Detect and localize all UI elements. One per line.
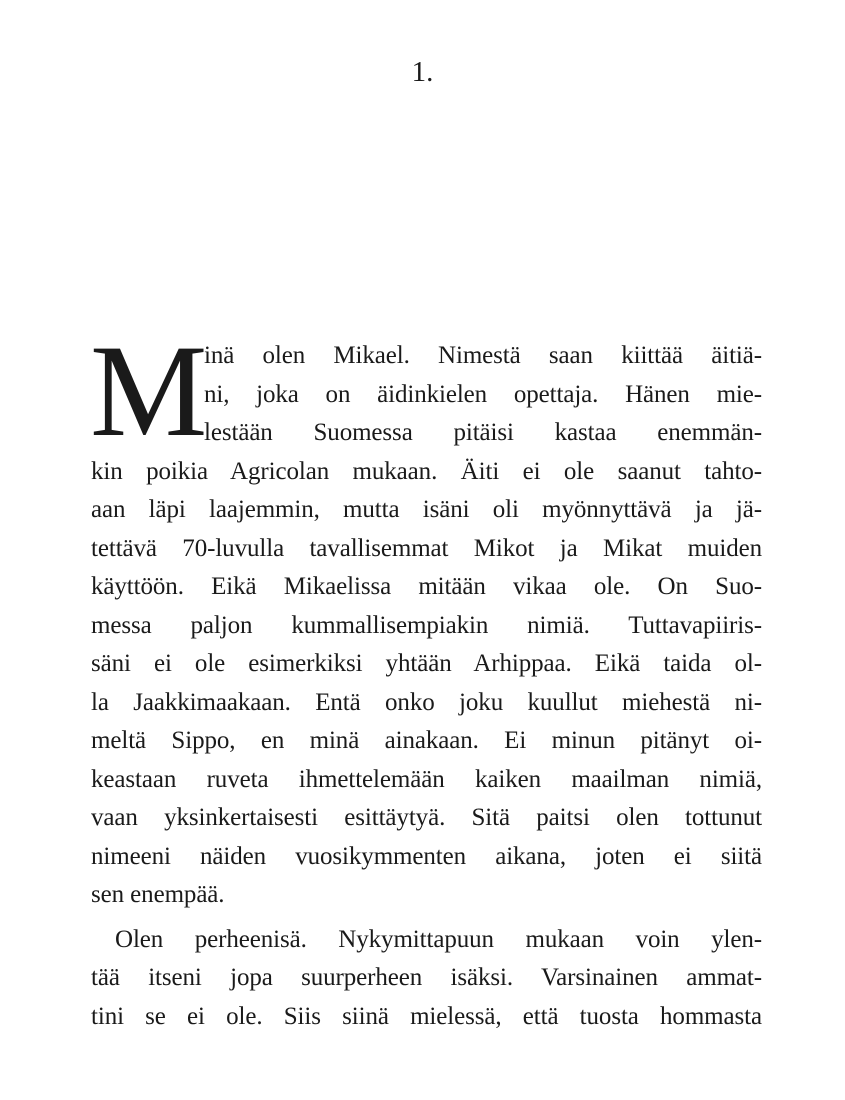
- text-line: Olen perheenisä. Nykymittapuun mukaan voin ylen-: [115, 925, 762, 953]
- chapter-number: 1.: [411, 56, 434, 88]
- text-line: kin poikia Agricolan mukaan. Äiti ei ole saanut tahto-: [91, 457, 762, 485]
- drop-cap: M: [90, 317, 208, 464]
- text-line: inä olen Mikael. Nimestä saan kiittää äitiä-: [204, 342, 762, 369]
- text-line: nimeeni näiden vuosikymmenten aikana, joten ei siitä: [91, 842, 762, 870]
- text-line: sen enempää.: [91, 881, 225, 908]
- text-line: tettävä 70-luvulla tavallisemmat Mikot ja Mikat muiden: [91, 534, 762, 562]
- paragraph-2: [91, 921, 762, 1037]
- text-line: keastaan ruveta ihmettelemään kaiken maailman nimiä,: [91, 765, 762, 793]
- text-line: käyttöön. Eikä Mikaelissa mitään vikaa ole. On Suo-: [91, 573, 762, 600]
- text-line: meltä Sippo, en minä ainakaan. Ei minun pitänyt oi-: [91, 727, 762, 754]
- paragraph-1: [90, 317, 762, 915]
- text-line: ni, joka on äidinkielen opettaja. Hänen mie-: [204, 380, 762, 408]
- text-line: vaan yksinkertaisesti esittäytyä. Sitä paitsi olen tottunut: [91, 804, 762, 831]
- text-line: la Jaakkimaakaan. Entä onko joku kuullut miehestä ni-: [91, 688, 762, 716]
- text-line: säni ei ole esimerkiksi yhtään Arhippaa. Eikä taida ol-: [91, 650, 762, 677]
- text-line: tini se ei ole. Siis siinä mielessä, että tuosta hommasta: [91, 1002, 762, 1030]
- text-line: lestään Suomessa pitäisi kastaa enemmän-: [204, 419, 762, 446]
- chapter-body: [90, 317, 762, 1036]
- text-line: tää itseni jopa suurperheen isäksi. Varsinainen ammat-: [91, 964, 762, 991]
- text-line: messa paljon kummallisempiakin nimiä. Tuttavapiiris-: [91, 611, 762, 639]
- text-line: aan läpi laajemmin, mutta isäni oli myönnyttävä ja jä-: [91, 496, 762, 523]
